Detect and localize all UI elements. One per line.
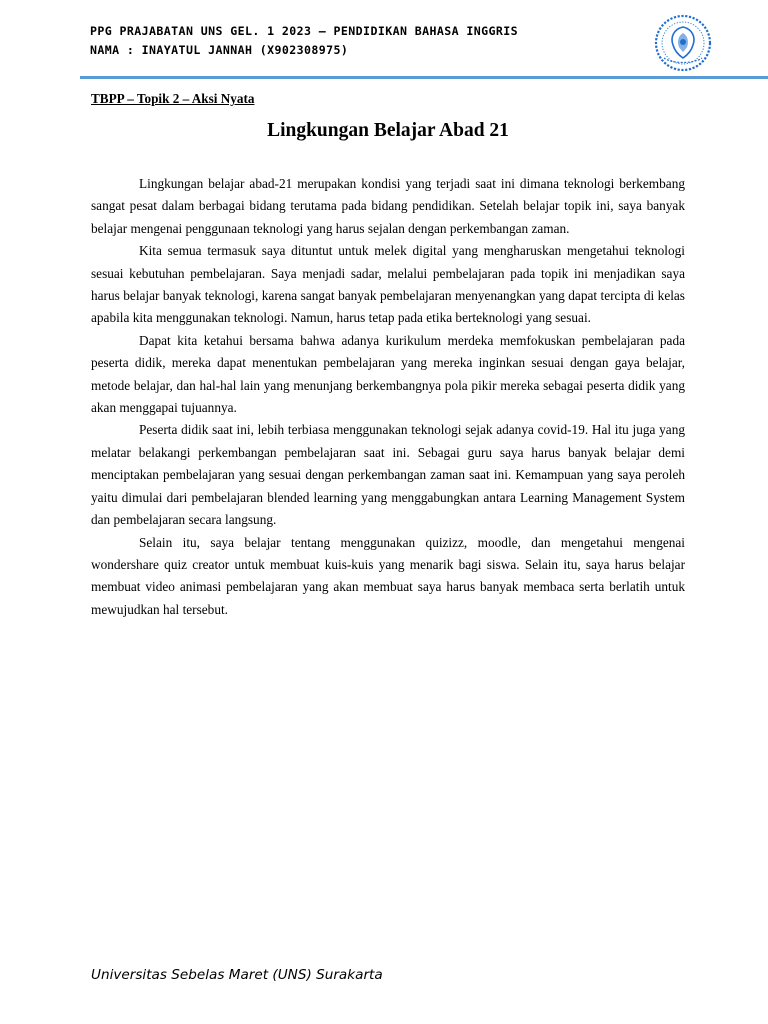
- body-paragraph: Selain itu, saya belajar tentang menggunakan quizizz, moodle, dan mengetahui mengenai wondershare quiz creator untuk membuat kuis-kuis yang menarik bagi siswa. Selain itu, saya harus belajar membuat video animasi pembelajaran yang akan membuat saya harus banyak membaca serta berlatih untuk mewujudkan hal tersebut.: [91, 534, 685, 617]
- topic-heading: TBPP – Topik 2 – Aksi Nyata: [91, 91, 255, 106]
- body-paragraph: Peserta didik saat ini, lebih terbiasa menggunakan teknologi sejak adanya covid-19. Hal itu juga yang melatar belakangi perkembangan pembelajaran saat ini. Sebagai guru saya harus banyak belajar demi menciptakan pembelajaran yang sesuai dengan perkembangan zaman saat ini. Kemampuan yang saya peroleh yaitu dimulai dari pembelajaran blended learning yang menggabungkan antara Learning Management System dan pembelajaran secara langsung.: [91, 422, 685, 528]
- header-program-line: PPG PRAJABATAN UNS GEL. 1 2023 – PENDIDIKAN BAHASA INGGRIS: [90, 24, 519, 38]
- header-divider: [80, 76, 768, 79]
- document-title: Lingkungan Belajar Abad 21: [267, 120, 509, 141]
- header-name-line: NAMA : INAYATUL JANNAH (X902308975): [90, 43, 349, 57]
- body-paragraph: Dapat kita ketahui bersama bahwa adanya kurikulum merdeka memfokuskan pembelajaran pada peserta didik, mereka dapat menentukan pembelajaran yang mereka inginkan sesuai dengan gaya belajar, metode belajar, dan hal-hal lain yang menunjang berkembangnya pola pikir mereka sebagai peserta didik yang akan menggapai tujuannya.: [91, 332, 685, 416]
- body-paragraph: Kita semua termasuk saya dituntut untuk melek digital yang mengharuskan mengetahui teknologi sesuai kebutuhan pembelajaran. Saya menjadi sadar, melalui pembelajaran pada topik ini menjadikan saya harus belajar banyak teknologi, karena sangat banyak pembelajaran menyenangkan yang dapat tercipta di kelas apabila kita menggunakan teknologi. Namun, harus tetap pada etika berteknologi yang sesuai.: [91, 243, 685, 326]
- document-header: [90, 22, 650, 60]
- document-footer: Universitas Sebelas Maret (UNS) Surakarta: [91, 967, 383, 983]
- uns-logo-icon: [652, 12, 714, 74]
- body-paragraph: Lingkungan belajar abad-21 merupakan kondisi yang terjadi saat ini dimana teknologi berkembang sangat pesat dalam berbagai bidang terutama pada bidang pendidikan. Setelah belajar topik ini, saya banyak belajar mengenai penggunaan teknologi yang harus sejalan dengan perkembangan zaman.: [91, 176, 685, 236]
- document-body: [91, 173, 685, 621]
